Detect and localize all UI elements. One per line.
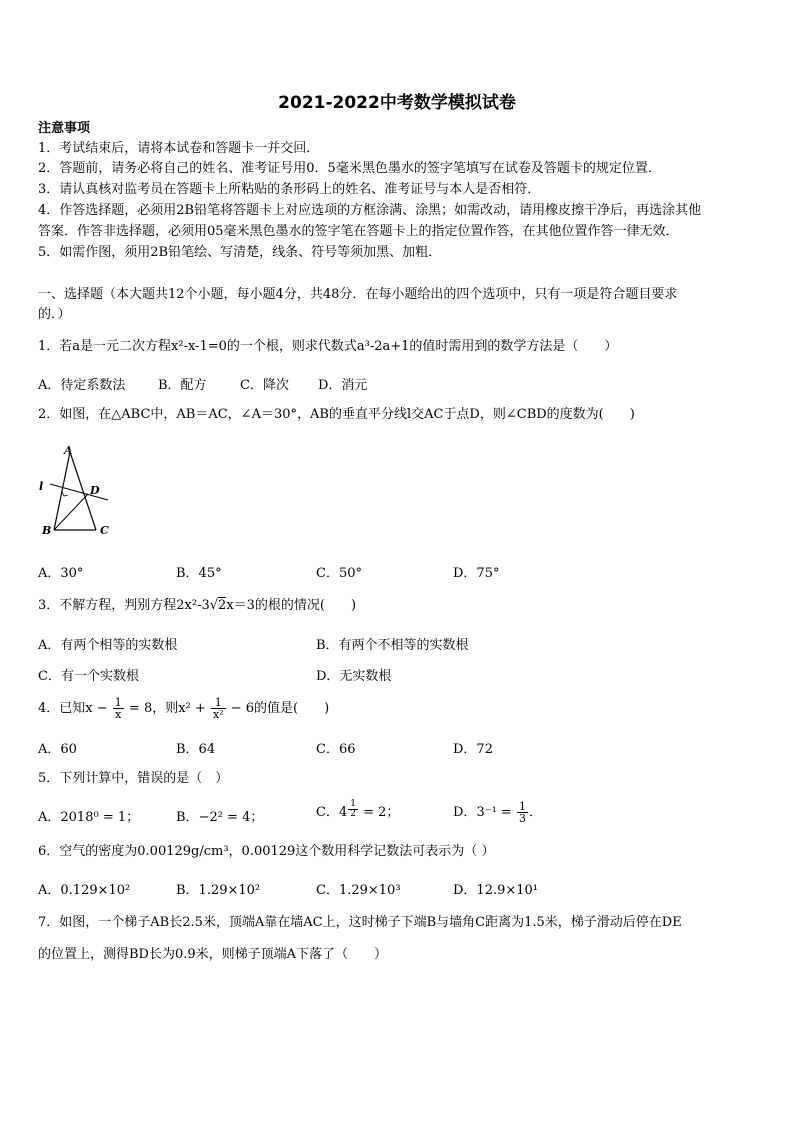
q4-stem <box>38 696 329 722</box>
q2-option-d: D．75° <box>453 566 500 581</box>
notice-item-4: 4．作答选择题，必须用2B铅笔将答题卡上对应选项的方框涂满、涂黑；如需改动，请用橡皮擦干净后，再选涂其他 <box>38 203 702 218</box>
q6-stem: 6．空气的密度为0.00129g/cm³，0.00129这个数用科学记数法可表示为（ ） <box>38 844 495 859</box>
side-ab <box>54 452 70 530</box>
right-angle-mark <box>62 492 68 496</box>
optc-base: 4 <box>338 805 348 820</box>
exam-title: 2021-2022中考数学模拟试卷 <box>278 93 516 113</box>
section1-heading: 一、选择题（本大题共12个小题，每小题4分，共48分．在每小题给出的四个选项中，只有一项是符合题目要求 <box>38 287 678 302</box>
fraction-1-over-x2: $\frac{1}{\text{x²}}$ <box>212 696 224 721</box>
notice-item-5: 5．如需作图，须用2B铅笔绘、写清楚，线条、符号等须加黑、加粗． <box>38 245 442 260</box>
label-a: A <box>64 444 73 457</box>
section1-heading-cont: 的．） <box>38 307 71 322</box>
q2-option-c: C．50° <box>316 566 362 581</box>
q4-option-d: D．72 <box>453 742 493 757</box>
q3-stem-part2: x＝3的根的情况( ) <box>226 598 357 613</box>
notice-item-3: 3．请认真核对监考员在答题卡上所粘贴的条形码上的姓名、准考证号与本人是否相符． <box>38 182 541 197</box>
q1-option-b: B．配方 <box>158 378 207 393</box>
q3-stem-part1: 3．不解方程，判别方程2x²-3 <box>38 598 210 613</box>
optd-fraction: $\frac{1}{3}$ <box>518 800 526 825</box>
q3-option-a: A．有两个相等的实数根 <box>38 638 178 653</box>
q5-option-a: A．2018⁰ = 1； <box>38 810 140 825</box>
q2-option-b: B．45° <box>176 566 222 581</box>
q4-option-c: C．66 <box>316 742 356 757</box>
optc-exponent: $\frac{1}{2}$ <box>350 799 356 819</box>
q6-option-a: A．0.129×10² <box>38 883 131 898</box>
notice-item-2: 2．答题前，请务必将自己的姓名、准考证号用0．5毫米黑色墨水的签字笔填写在试卷及答题卡的规定位置． <box>38 161 661 176</box>
fraction-1-over-x: $\frac{1}{x}$ <box>114 696 122 721</box>
segment-bd <box>54 494 88 530</box>
q1-option-d: D．消元 <box>318 378 368 393</box>
notice-item-4-cont: 答案．作答非选择题，必须用05毫米黑色墨水的签字笔在答题卡上的指定位置作答，在其他位置作答一律无效． <box>38 224 679 239</box>
optc-rest: = 2； <box>363 805 400 820</box>
q4-stem-part3: − 6的值是( ) <box>230 701 330 716</box>
q4-stem-part2: = 8，则x² + <box>128 701 206 716</box>
optd-end: ． <box>528 805 542 820</box>
q7-stem-cont: 的位置上，测得BD长为0.9米，则梯子顶端A下落了（ ） <box>38 947 388 962</box>
q6-option-c: C．1.29×10³ <box>316 883 401 898</box>
q3-option-c: C．有一个实数根 <box>38 669 139 684</box>
q4-option-a: A．60 <box>38 742 77 757</box>
q1-stem: 1．若a是一元二次方程x²-x-1=0的一个根，则求代数式a³-2a+1的值时需用到的数学方法是（ ） <box>38 339 618 354</box>
q4-option-b: B．64 <box>176 742 216 757</box>
q4-stem-part1: 4．已知x − <box>38 701 108 716</box>
q2-option-a: A．30° <box>38 566 84 581</box>
sqrt-radicand: 2 <box>218 598 227 613</box>
q6-option-d: D．12.9×10¹ <box>453 883 539 898</box>
q5-option-d: D．3⁻¹ = $\frac{1}{3}$ ． <box>453 800 542 825</box>
optd-lhs: 3⁻¹ = <box>476 805 512 820</box>
q2-stem: 2．如图，在△ABC中，AB＝AC，∠A＝30°，AB的垂直平分线l交AC于点D，则∠CBD的度数为( ) <box>38 407 635 422</box>
q5-stem: 5．下列计算中，错误的是（ ） <box>38 771 229 786</box>
notice-item-1: 1．考试结束后，请将本试卷和答题卡一并交回． <box>38 141 320 156</box>
triangle-figure <box>36 442 116 542</box>
q3-option-d: D．无实数根 <box>316 669 392 684</box>
sqrt-sign: √ <box>209 598 219 613</box>
label-l: l <box>39 480 44 493</box>
notice-heading: 注意事项 <box>38 121 91 136</box>
q5-option-b: B．−2² = 4； <box>176 810 264 825</box>
label-c: C <box>100 524 109 537</box>
q3-stem <box>38 597 356 615</box>
q1-option-c: C．降次 <box>240 378 289 393</box>
q7-stem: 7．如图，一个梯子AB长2.5米，顶端A靠在墙AC上，这时梯子下端B与墙角C距离为1.5米，梯子滑动后停在DE <box>38 915 682 930</box>
label-b: B <box>42 524 52 537</box>
q5-option-c: C．4 $\frac{1}{2}$ = 2； <box>316 799 400 820</box>
q6-option-b: B．1.29×10² <box>176 883 261 898</box>
q3-option-b: B．有两个不相等的实数根 <box>316 638 469 653</box>
label-d: D <box>90 484 100 497</box>
q1-option-a: A．待定系数法 <box>38 378 126 393</box>
